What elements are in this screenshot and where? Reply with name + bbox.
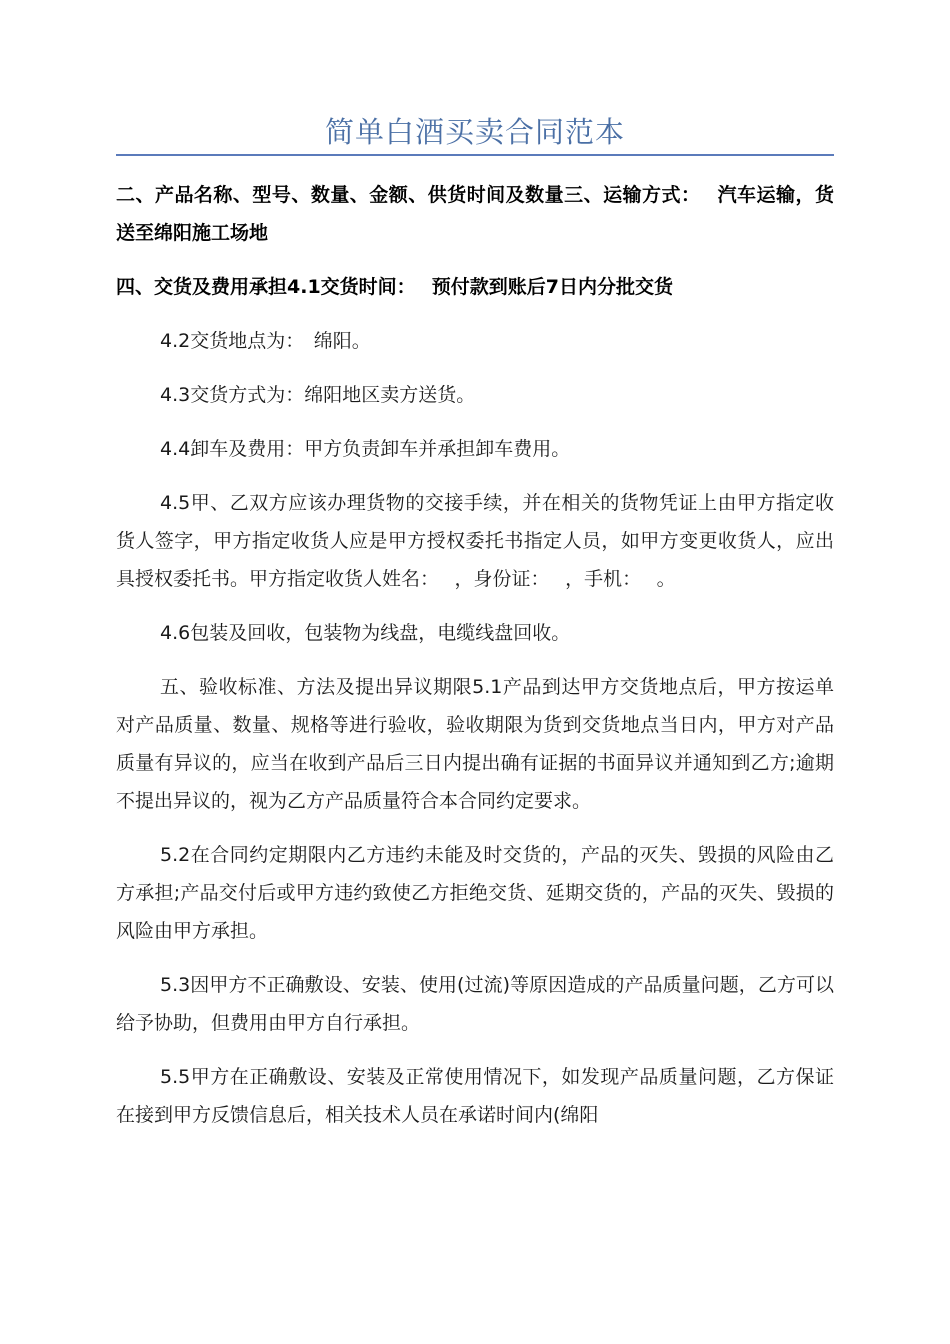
clause-4-3: 4.3交货方式为：绵阳地区卖方送货。 [160,384,476,406]
clause-5-2: 5.2在合同约定期限内乙方违约未能及时交货的，产品的灭失、毁损的风险由乙方承担;产品交付后或甲方违约致使乙方拒绝交货、延期交货的，产品的灭失、毁损的风险由甲方承担。 [116,844,834,942]
clause-4-4: 4.4卸车及费用：甲方负责卸车并承担卸车费用。 [160,438,571,460]
section-4-paragraph: 四、交货及费用承担4.1交货时间： 预付款到账后7日内分批交货 [116,276,673,298]
title-container [116,110,834,154]
title-underline [116,154,834,156]
document-title: 简单白酒买卖合同范本 [324,115,625,149]
clause-4-2: 4.2交货地点为： 绵阳。 [160,330,371,352]
clause-4-6: 4.6包装及回收，包装物为线盘，电缆线盘回收。 [160,622,571,644]
clause-5-5: 5.5甲方在正确敷设、安装及正常使用情况下，如发现产品质量问题，乙方保证在接到甲方反馈信息后，相关技术人员在承诺时间内(绵阳 [116,1066,834,1126]
clause-4-5: 4.5甲、乙双方应该办理货物的交接手续，并在相关的货物凭证上由甲方指定收货人签字，甲方指定收货人应是甲方授权委托书指定人员，如甲方变更收货人，应出具授权委托书。甲方指定收货人姓名： ，身份证： ，手机： 。 [116,492,834,590]
section-5-clause-5-1: 五、验收标准、方法及提出异议期限5.1产品到达甲方交货地点后，甲方按运单对产品质量、数量、规格等进行验收，验收期限为货到交货地点当日内，甲方对产品质量有异议的，应当在收到产品后三日内提出确有证据的书面异议并通知到乙方;逾期不提出异议的，视为乙方产品质量符合本合同约定要求。 [116,676,834,812]
document-body [116,176,834,1150]
clause-5-3: 5.3因甲方不正确敷设、安装、使用(过流)等原因造成的产品质量问题，乙方可以给予协助，但费用由甲方自行承担。 [116,974,834,1034]
section-2-3-paragraph: 二、产品名称、型号、数量、金额、供货时间及数量三、运输方式： 汽车运输，货送至绵阳施工场地 [116,184,834,244]
